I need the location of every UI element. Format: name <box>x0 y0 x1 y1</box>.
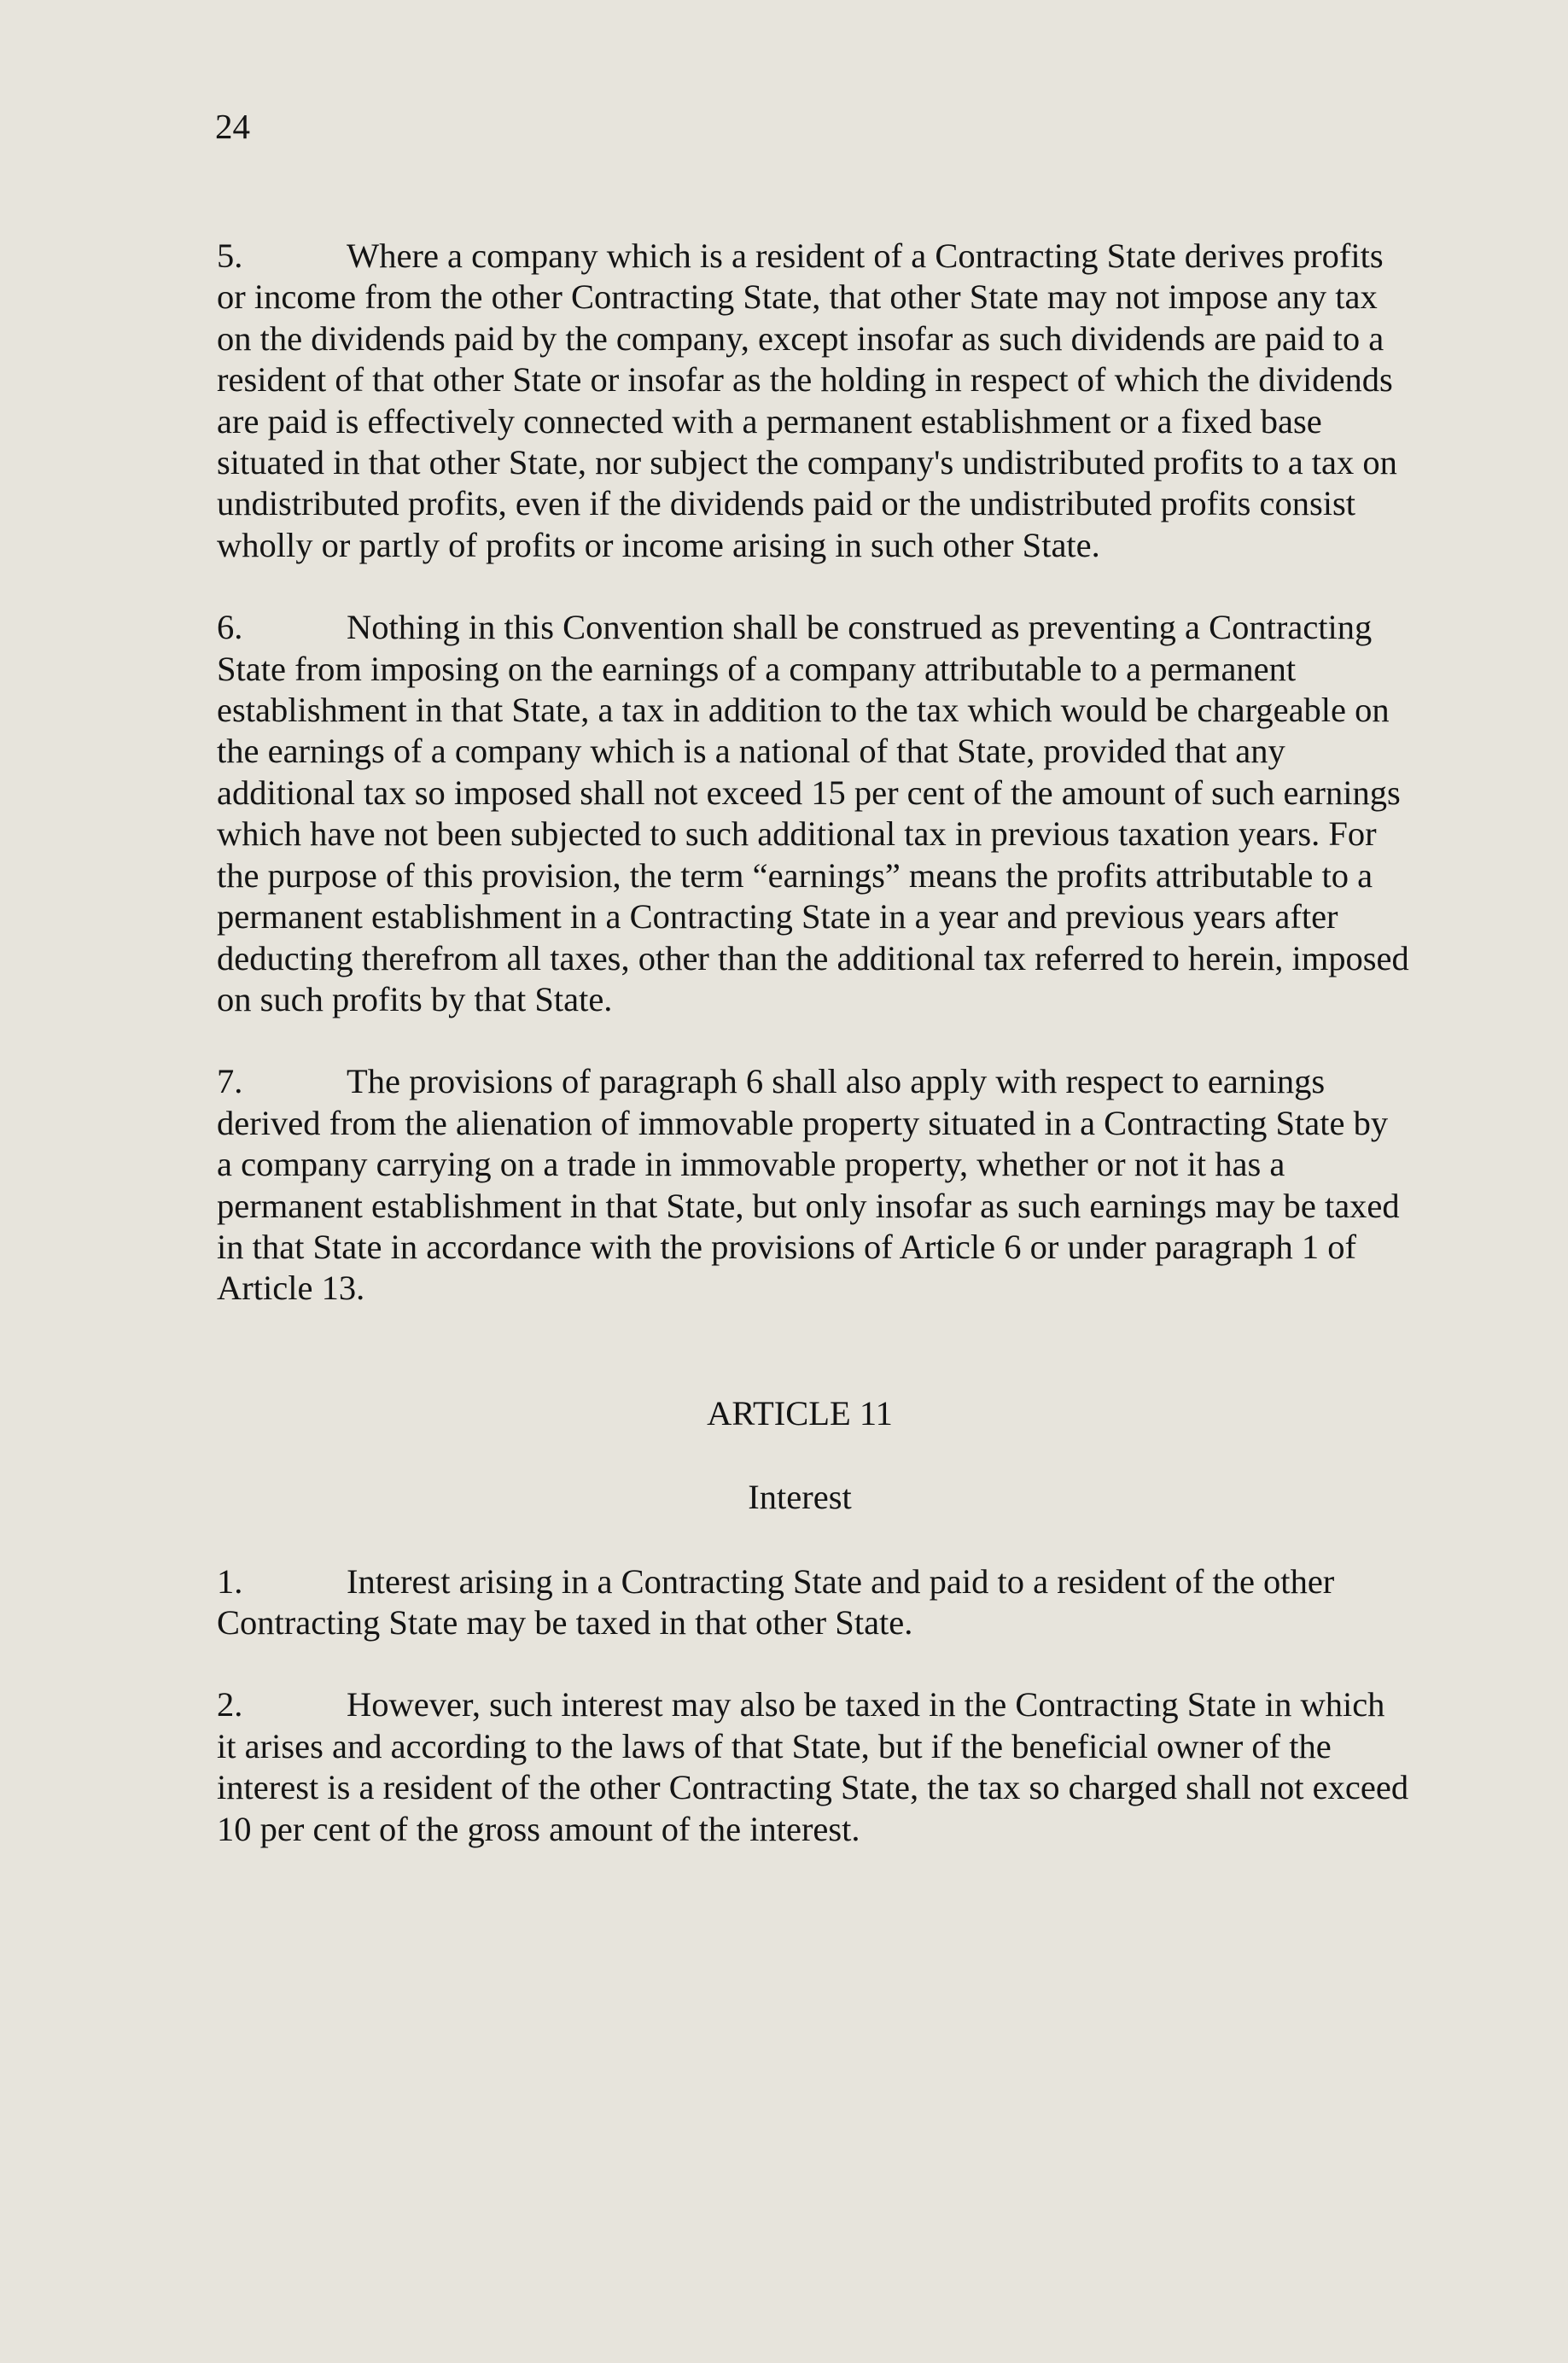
page-body <box>217 236 1412 1891</box>
paragraph-text: Where a company which is a resident of a Contracting State derives profits or income from the other Contracting State, that other State may not impose any tax on the dividends paid by the company, except insofar as such dividends are paid to a resident of that other State or insofar as the holding in respect of which the dividends are paid is effectively connected with a permanent establishment or a fixed base situated in that other State, nor subject the company's undistributed profits to a tax on undistributed profits, even if the dividends paid or the undistributed profits consist wholly or partly of profits or income arising in such other State. <box>217 236 1397 564</box>
paragraph-number: 2. <box>217 1685 243 1724</box>
interest-paragraph-1 <box>217 1561 1412 1644</box>
paragraph-number: 7. <box>217 1062 243 1101</box>
paragraph-number: 6. <box>217 608 243 647</box>
paragraph-text: Nothing in this Convention shall be construed as preventing a Contracting State from imposing on the earnings of a company attributable to a permanent establishment in that State, a tax in addition to the tax which would be chargeable on the earnings of a company which is a national of that State, provided that any additional tax so imposed shall not exceed 15 per cent of the amount of such earnings which have not been subjected to such additional tax in previous taxation years. For the purpose of this provision, the term “earnings” means the profits attributable to a permanent establishment in a Contracting State in a year and previous years after deducting therefrom all taxes, other than the additional tax referred to herein, imposed on such profits by that State. <box>217 608 1409 1018</box>
paragraph-number: 5. <box>217 236 243 275</box>
page-number: 24 <box>215 107 250 146</box>
paragraph-number: 1. <box>217 1561 243 1601</box>
paragraph-7 <box>217 1061 1412 1309</box>
paragraph-text: The provisions of paragraph 6 shall also apply with respect to earnings derived from the alienation of immovable property situated in a Contracting State by a company carrying on a trade in immovable property, whether or not it has a permanent establishment in that State, but only insofar as such earnings may be taxed in that State in accordance with the provisions of Article 6 or under paragraph 1 of Article 13. <box>217 1062 1400 1308</box>
paragraph-text: However, such interest may also be taxed in the Contracting State in which it arises and according to the laws of that State, but if the beneficial owner of the interest is a resident of the other Contracting State, the tax so charged shall not exceed 10 per cent of the gross amount of the interest. <box>217 1685 1409 1848</box>
paragraph-text: Interest arising in a Contracting State and paid to a resident of the other Contracting State may be taxed in that other State. <box>217 1561 1335 1642</box>
paragraph-5 <box>217 236 1412 566</box>
article-subject: Interest <box>748 1478 852 1517</box>
paragraph-6 <box>217 607 1412 1020</box>
article-title: ARTICLE 11 <box>707 1393 893 1432</box>
interest-paragraph-2 <box>217 1684 1412 1850</box>
